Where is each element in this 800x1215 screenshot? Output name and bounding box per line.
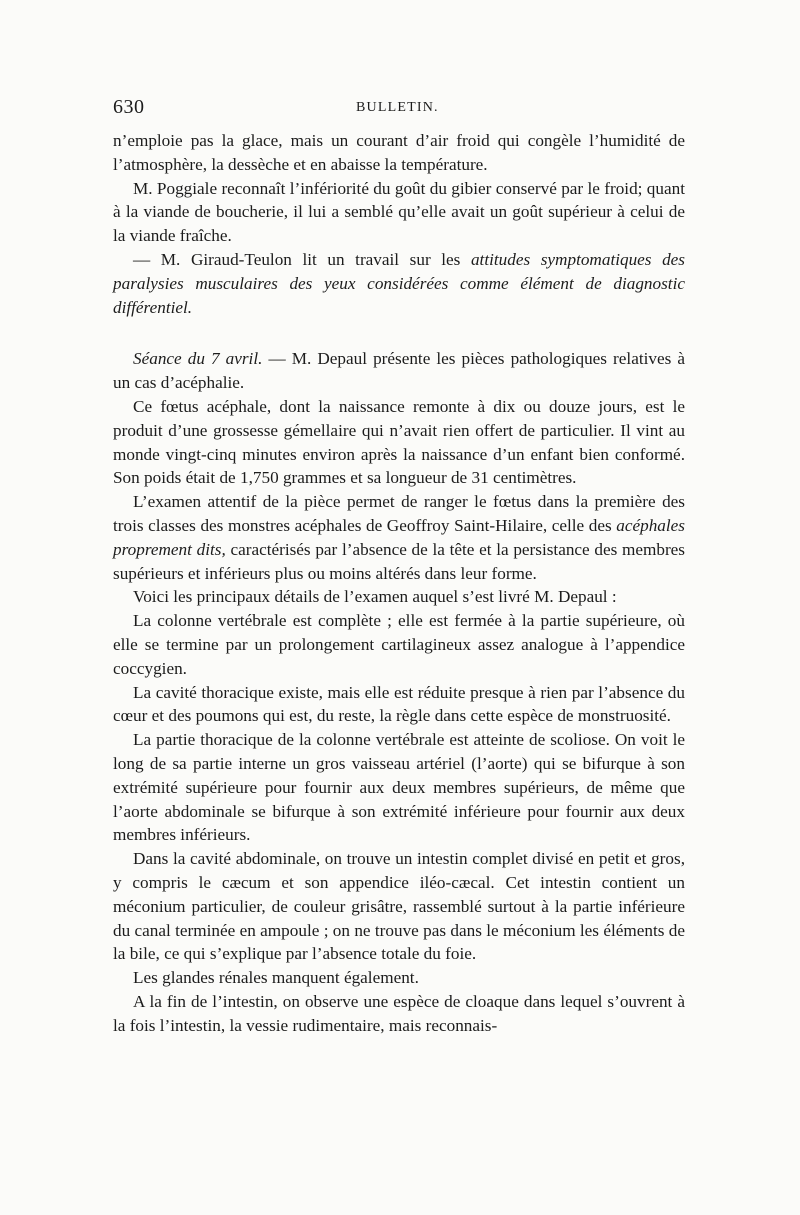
paragraph-p10 xyxy=(113,728,685,847)
text-run: La partie thoracique de la colonne vertébrale est atteinte de scoliose. On voit le long de sa partie interne un gros vaisseau artériel (l’aorte) qui se bifurque à son extrémité supérieure pour fournir aux deux membres supérieurs, de même que l’aorte abdominale se bifurque à son extrémité inférieure pour fournir aux deux membres inférieurs. xyxy=(113,730,685,845)
paragraph-p4 xyxy=(113,347,685,395)
paragraph-p6 xyxy=(113,490,685,585)
section-gap xyxy=(113,319,685,347)
text-run: La cavité thoracique existe, mais elle est réduite presque à rien par l’absence du cœur et des poumons qui est, du reste, la règle dans cette espèce de monstruosité. xyxy=(113,682,685,726)
paragraph-p3 xyxy=(113,248,685,319)
text-run: — M. Depaul présente les pièces pathologiques relatives à un cas d’acéphalie. xyxy=(113,349,685,393)
paragraph-p9 xyxy=(113,681,685,729)
text-run: n’emploie pas la glace, mais un courant d’air froid qui congèle l’humidité de l’atmosphère, la dessèche et en abaisse la température. xyxy=(113,131,685,174)
text-run: Ce fœtus acéphale, dont la naissance remonte à dix ou douze jours, est le produit d’une grossesse gémellaire qui n’avait rien offert de particulier. Il vint au monde vingt-cinq minutes environ après la naissance d’un enfant bien conformé. Son poids était de 1,750 grammes et sa longueur de 31 centimètres. xyxy=(113,396,685,488)
text-run: Dans la cavité abdominale, on trouve un intestin complet divisé en petit et gros, y compris le cæcum et son appendice iléo-cæcal. Cet intestin contient un méconium particulier, de couleur grisâtre, rassemblé surtout à la partie inférieure du canal terminée en ampoule ; on ne trouve pas dans le méconium les éléments de la bile, ce qui s’explique par l’absence totale du foie. xyxy=(113,849,685,964)
text-run: A la fin de l’intestin, on observe une espèce de cloaque dans lequel s’ouvrent à la fois l’intestin, la vessie rudimentaire, mais reconnais- xyxy=(113,991,685,1035)
paragraph-p12 xyxy=(113,966,685,990)
body-text xyxy=(113,129,685,1037)
paragraph-p8 xyxy=(113,609,685,680)
text-run: caractérisés par l’absence de la tête et la persistance des membres supérieurs et inférieurs plus ou moins altérés dans leur forme. xyxy=(113,539,685,583)
text-run: Les glandes rénales manquent également. xyxy=(133,968,419,988)
text-run: La colonne vertébrale est complète ; elle est fermée à la partie supérieure, où elle se termine par un prolongement cartilagineux assez analogue à l’appendice coccygien. xyxy=(113,611,685,678)
text-run: Voici les principaux détails de l’examen auquel s’est livré M. Depaul : xyxy=(133,587,617,607)
italic-run: Séance du 7 avril. xyxy=(133,349,263,369)
text-run: L’examen attentif de la pièce permet de ranger le fœtus dans la première des trois classes des monstres acéphales de Geoffroy Saint-Hilaire, celle des xyxy=(113,492,685,535)
page-header xyxy=(113,96,685,122)
text-run: — M. Giraud-Teulon lit un travail sur les xyxy=(133,249,471,269)
paragraph-p1 xyxy=(113,129,685,177)
running-title: BULLETIN. xyxy=(356,100,439,115)
page-number: 630 xyxy=(113,96,145,118)
text-run: M. Poggiale reconnaît l’infériorité du goût du gibier conservé par le froid; quant à la viande de boucherie, il lui a semblé qu’elle avait un goût supérieur à celui de la viande fraîche. xyxy=(113,178,685,246)
paragraph-p13 xyxy=(113,990,685,1038)
paragraph-p7 xyxy=(113,585,685,609)
italic-run: acéphales proprement dits, xyxy=(113,515,685,559)
paragraph-p11 xyxy=(113,847,685,966)
paragraph-p2 xyxy=(113,177,685,248)
paragraph-p5 xyxy=(113,395,685,490)
italic-run: attitudes symptomatiques des paralysies musculaires des yeux considérées comme élément de diagnostic différentiel. xyxy=(113,249,685,317)
